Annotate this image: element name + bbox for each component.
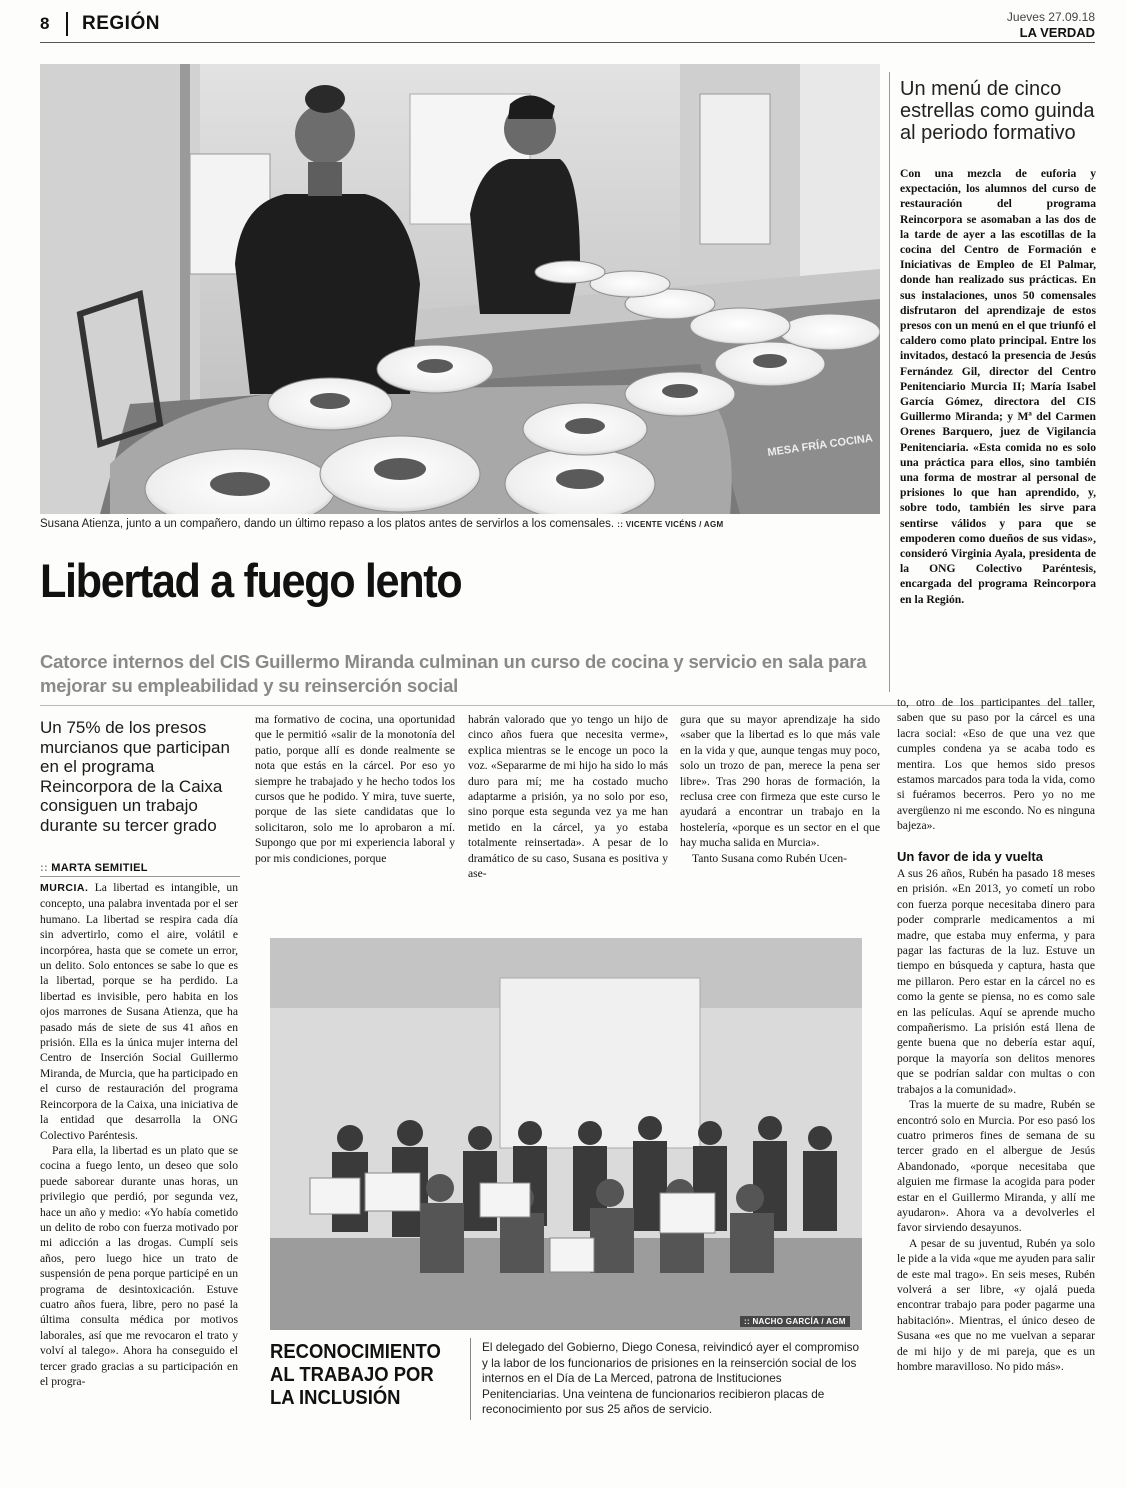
article-column-1 bbox=[40, 880, 238, 1389]
paragraph: Tanto Susana como Rubén Ucen- bbox=[692, 851, 848, 865]
subheadline: Catorce internos del CIS Guillermo Miranda culminan un curso de cocina y servicio en sala para mejorar su empleabilidad y su reinserción social bbox=[40, 651, 867, 696]
article-column-5 bbox=[897, 695, 1095, 834]
photo-block-title: RECONOCIMIENTO AL TRABAJO POR LA INCLUSIÓN bbox=[270, 1340, 441, 1409]
paragraph: habrán valorado que yo tengo un hijo de cinco años fuera que necesita verme», explica mientras se le encoge un poco la voz. «Separarme de mi hijo ha sido lo más duro para mí; me ha costado mucho adaptarme a prisión, ya no solo por eso, sino porque esta segunda vez ya me han metido en la cárcel, ya yo estaba totalmente reinsertada». A pesar de lo dramático de su caso, Susana es positiva y ase- bbox=[468, 713, 668, 881]
group-photo-caption: El delegado del Gobierno, Diego Conesa, reivindicó ayer el compromiso y la labor de los funcionarios de prisiones en la reinserción social de los internos en el Día de La Merced, patrona de Instituciones Penitenciarias. Una veintena de funcionarios recibieron placas de reconocimiento por sus 25 años de servicio. bbox=[482, 1340, 860, 1416]
byline-author: MARTA SEMITIEL bbox=[51, 862, 148, 874]
page-number: 8 bbox=[40, 14, 50, 33]
byline bbox=[40, 862, 240, 877]
photo-block-divider bbox=[470, 1338, 471, 1420]
header-rule bbox=[40, 42, 1095, 43]
paragraph: gura que su mayor aprendizaje ha sido «saber que la libertad es lo que más vale en la vida y que, aunque tengas muy poco, solo un trozo de pan, merece la pena ser libre». Tras 290 horas de formación, la reclusa cree con firmeza que este curso le ayudará a encontrar un trabajo en la hostelería, «porque es un sector en el que hay mucha salida en Murcia». bbox=[680, 713, 880, 850]
dateline-city: MURCIA. bbox=[40, 882, 89, 894]
paragraph: La libertad es intangible, un concepto, una palabra inventada por el ser humano. La libertad se respira cada día sin advertirlo, como el aire, volátil e incorpórea, hasta que se comete un error, un delito. Solo entonces se sabe lo que es la libertad, porque se ha perdido. La libertad es invisible, pero habita en los ojos marrones de Susana Atienza, que ha pasado más de siete de sus 41 años en prisión. Ella es la única mujer interna del Centro de Inserción Social Guillermo Miranda, de Murcia, que ha participado en el curso de restauración del programa Reincorpora de la Caixa, una iniciativa de la entidad que desarrolla la ONG Colectivo Paréntesis. bbox=[40, 881, 238, 1142]
paragraph: A pesar de su juventud, Rubén ya solo le pide a la vida «que me ayuden para salir de este mal trago». En seis meses, Rubén volverá a ser libre, «y ojalá pueda encontrar trabajo para poder pagarme una habitación». Mientras, el único deseo de Susana «es que no me vuelvan a separar de mi hijo y de mi pareja, que es un hombre maravilloso. No pido más». bbox=[897, 1236, 1095, 1373]
kitchen-photo bbox=[40, 64, 880, 514]
paragraph: Para ella, la libertad es un plato que se cocina a fuego lento, un deseo que solo puede saborear durante unas horas, un privilegio que perdió, por segunda vez, hace un año y medio: «Yo había cometido un delito de robo con fuerza motivado por mi adicción a las drogas. Cumplí seis años, pero luego hice un trato de suspensión de pena porque participé en un programa de desintoxicación. Estuve cuatro años fuera, libre, pero no pasé la última consulta médica por motivos laborales, así que me revocaron el trato y volví al talego». Ahora ha conseguido el tercer grado gracias a su participación en el progra- bbox=[40, 1143, 238, 1388]
section-divider bbox=[66, 12, 68, 36]
paragraph: to, otro de los participantes del taller, saben que su paso por la cárcel es una lacra social: «Eso de que una vez que cumples condena ya se acaba todo es mentira. Los que hemos sido presos estamos marcados para toda la vida, como si fuéramos becerros. Pero yo no me avergüenzo ni me escondo. No es ninguna bajeza». bbox=[897, 696, 1095, 833]
headline: Libertad a fuego lento bbox=[40, 554, 462, 607]
newspaper-name: LA VERDAD bbox=[1019, 25, 1095, 40]
paragraph: Tras la muerte de su madre, Rubén se encontró solo en Murcia. Por eso pasó los cuatro primeros fines de semana de su tercer grado en el albergue de Jesús Abandonado, «porque necesitaba que alguien me firmase la acogida para poder estar en el Guillermo Miranda, y allí me ayudaron». Ahora va a devolverles el favor sirviendo desayunos. bbox=[897, 1098, 1095, 1235]
section-subhead: Un favor de ida y vuelta bbox=[897, 849, 1043, 864]
photo-credit: :: VICENTE VICÉNS / AGM bbox=[617, 520, 724, 529]
paragraph: ma formativo de cocina, una oportunidad que le permitió «salir de la monotonía del patio, porque allí es donde realmente se nota que estás en la cárcel. Por eso yo siempre he trabajado y he hecho todos los cursos que he podido. Y mira, tuve suerte, porque de las siete candidatas que lo solicitaron, solo me lo aprobaron a mí. Supongo que por mi experiencia laboral y por mis condiciones, porque bbox=[255, 713, 455, 865]
sidebar-title: Un menú de cinco estrellas como guinda al periodo formativo bbox=[900, 78, 1095, 144]
article-column-3 bbox=[468, 712, 668, 881]
sidebar-divider bbox=[889, 72, 890, 692]
mesa-fria-sign: MESA FRÍA COCINA bbox=[766, 432, 874, 459]
top-photo-caption bbox=[40, 518, 880, 530]
issue-date: Jueves 27.09.18 bbox=[1006, 10, 1095, 24]
article-column-4 bbox=[680, 712, 880, 866]
group-photo bbox=[270, 938, 862, 1330]
caption-text: Susana Atienza, junto a un compañero, dando un último repaso a los platos antes de servirlos a los comensales. bbox=[40, 518, 615, 530]
paragraph: A sus 26 años, Rubén ha pasado 18 meses en prisión. «En 2013, yo cometí un robo con fuerza porque necesitaba dinero para poder comprarle medicamentos a mi madre, que estaba muy enferma, y para pagar las facturas de la luz. Estuve un tiempo en búsqueda y captura, hasta que me pillaron. Pero estar en la cárcel no es como la gente se piensa, no es como sale en las películas. Aquí se aprende mucho compañerismo. La prisión está llena de gente buena que no debería estar aquí, porque la mayoría son delitos menores que se podrían saldar con multas o con trabajos a la comunidad». bbox=[897, 867, 1095, 1096]
section-name: REGIÓN bbox=[82, 13, 160, 34]
byline-marker: :: bbox=[40, 862, 48, 874]
sidebar-body: Con una mezcla de euforia y expectación, los alumnos del curso de restauración del programa Reincorpora se asomaban a las dos de la tarde de ayer a las escotillas de la cocina del Centro de Formación e Iniciativas de Empleo de El Palmar, donde han realizado sus prácticas. En sus instalaciones, unos 50 comensales disfrutaron del aprendizaje de estos presos con un menú en el que triunfó el caldero como plato principal. Entre los invitados, destacó la presencia de Jesús Fernández Gil, director del Centro Penitenciario Murcia II; María Isabel García Gómez, directora del CIS Guillermo Miranda; y Mª del Carmen Orenes Barquero, juez de Vigilancia Penitenciaria. «Esta comida no es solo una práctica para ellos, sino también una forma de mostrar al personal de prisiones lo que han aprendido, y, sobre todo, también les sirve para sentirse válidos y para que se empoderen como dueños de sus vidas», consideró Virginia Ayala, presidenta de la ONG Colectivo Paréntesis, encargada del programa Reincorpora en la Región. bbox=[900, 167, 1096, 606]
article-column-5-continued bbox=[897, 866, 1095, 1374]
group-photo-credit: :: NACHO GARCÍA / AGM bbox=[740, 1316, 850, 1327]
article-column-2 bbox=[255, 712, 455, 866]
lede: Un 75% de los presos murcianos que participan en el programa Reincorpora de la Caixa consiguen un trabajo durante su tercer grado bbox=[40, 718, 230, 835]
